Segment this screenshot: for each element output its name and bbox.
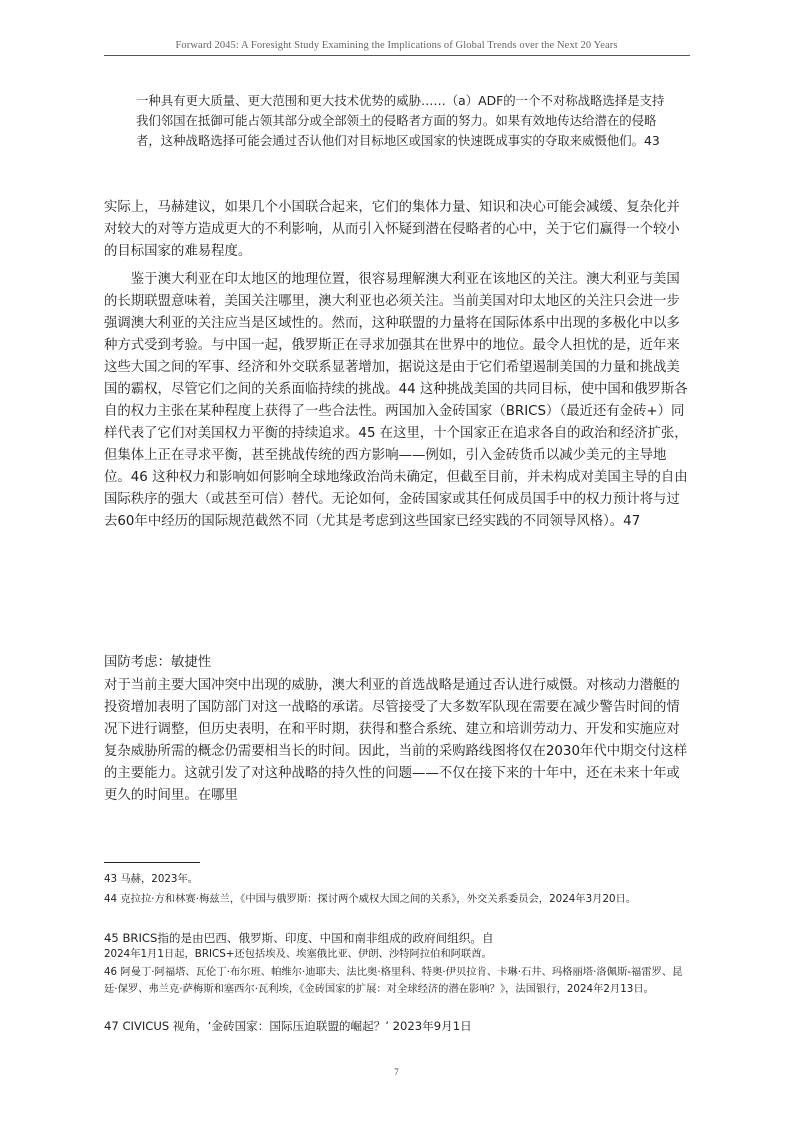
block-quote: 一种具有更大质量、更大范围和更大技术优势的威胁……（a）ADF的一个不对称战略选择是支持我们邻国在抵御可能占领其部分或全部领土的侵略者方面的努力。如果有效地传达给潜在的侵略者，这种战略选择可能会通过否认他们对目标地区或国家的快速既成事实的夺取来威慑他们。43: [136, 93, 665, 148]
footnote-44: 44 克拉拉·方和林赛·梅兹兰，《中国与俄罗斯：探讨两个威权大国之间的关系》，外交关系委员会，2024年3月20日。: [104, 893, 637, 905]
header-rule: [104, 55, 690, 56]
running-header: Forward 2045: A Foresight Study Examining the Implications of Global Trends over the Next 20 Years: [175, 40, 618, 51]
section-paragraph: [104, 675, 690, 807]
footnote-46: 46 阿曼丁·阿福塔、瓦伦丁·布尔班、帕维尔·迪耶夫、法比奥·格里科、特奥·伊贝拉肯、卡琳·石井、玛格丽塔·洛佩斯-福雷罗、昆廷·保罗、弗兰克·萨梅斯和塞西尔·瓦利埃，《金砖国家的扩展：对全球经济的潜在影响？》，法国银行，2024年2月13日。: [104, 966, 683, 995]
section-paragraph-text: 对于当前主要大国冲突中出现的威胁，澳大利亚的首选战略是通过否认进行威慑。对核动力潜艇的投资增加表明了国防部门对这一战略的承诺。尽管接受了大多数军队现在需要在减少警告时间的情况下进行调整，但历史表明，在和平时期，获得和整合系统、建立和培训劳动力、开发和实施应对复杂威胁所需的概念仍需要相当长的时间。因此，当前的采购路线图将仅在2030年代中期交付这样的主要能力。这就引发了对这种战略的持久性的问题——不仅在接下来的十年中，还在未来十年或更久的时间里。在哪里: [104, 678, 688, 803]
footnote-45-line-2: 2024年1月1日起，BRICS+还包括埃及、埃塞俄比亚、伊朗、沙特阿拉伯和阿联酋。: [104, 948, 492, 960]
paragraph-2: [104, 269, 690, 533]
footnote-rule: [104, 862, 200, 863]
footnote-45-line-1: 45 BRICS指的是由巴西、俄罗斯、印度、中国和南非组成的政府间组织。自: [104, 931, 494, 945]
section-heading: 国防考虑：敏捷性: [104, 655, 212, 670]
page-number: 7: [394, 1067, 399, 1077]
paragraph-2-text: 鉴于澳大利亚在印太地区的地理位置，很容易理解澳大利亚在该地区的关注。澳大利亚与美国的长期联盟意味着，美国关注哪里，澳大利亚也必须关注。当前美国对印太地区的关注只会进一步强调澳大利亚的关注应当是区域性的。然而，这种联盟的力量将在国际体系中出现的多极化中以多种方式受到考验。与中国一起，俄罗斯正在寻求加强其在世界中的地位。最令人担忧的是，近年来这些大国之间的军事、经济和外交联系显著增加，据说这是由于它们希望遏制美国的力量和挑战美国的霸权，尽管它们之间的关系面临持续的挑战。44 这种挑战美国的共同目标，使中国和俄罗斯各自的权力主张在某种程度上获得了一些合法性。两国加入金砖国家（BRICS）（最近还有金砖+）同样代表了它们对美国权力平衡的持续追求。45 在这里，十个国家正在追求各自的政治和经济扩张，但集体上正在寻求平衡，甚至挑战传统的西方影响——例如，引入金砖货币以减少美元的主导地位。46 这种权力和影响如何影响全球地缘政治尚未确定，但截至目前，并未构成对美国主导的自由国际秩序的强大（或甚至可信）替代。无论如何，金砖国家或其任何成员国手中的权力预计将与过去60年中经历的国际规范截然不同（尤其是考虑到这些国家已经实践的不同领导风格）。47: [104, 272, 688, 529]
footnote-43: 43 马赫，2023年。: [104, 873, 199, 885]
footnote-47: 47 CIVICUS 视角，‘金砖国家：国际压迫联盟的崛起？’ 2023年9月1日: [104, 1019, 472, 1033]
paragraph-1-text: 实际上，马赫建议，如果几个小国联合起来，它们的集体力量、知识和决心可能会减缓、复杂化并对较大的对等方造成更大的不利影响，从而引入怀疑到潜在侵略者的心中，关于它们赢得一个较小的目标国家的难易程度。: [104, 200, 680, 259]
paragraph-1: [104, 197, 690, 263]
